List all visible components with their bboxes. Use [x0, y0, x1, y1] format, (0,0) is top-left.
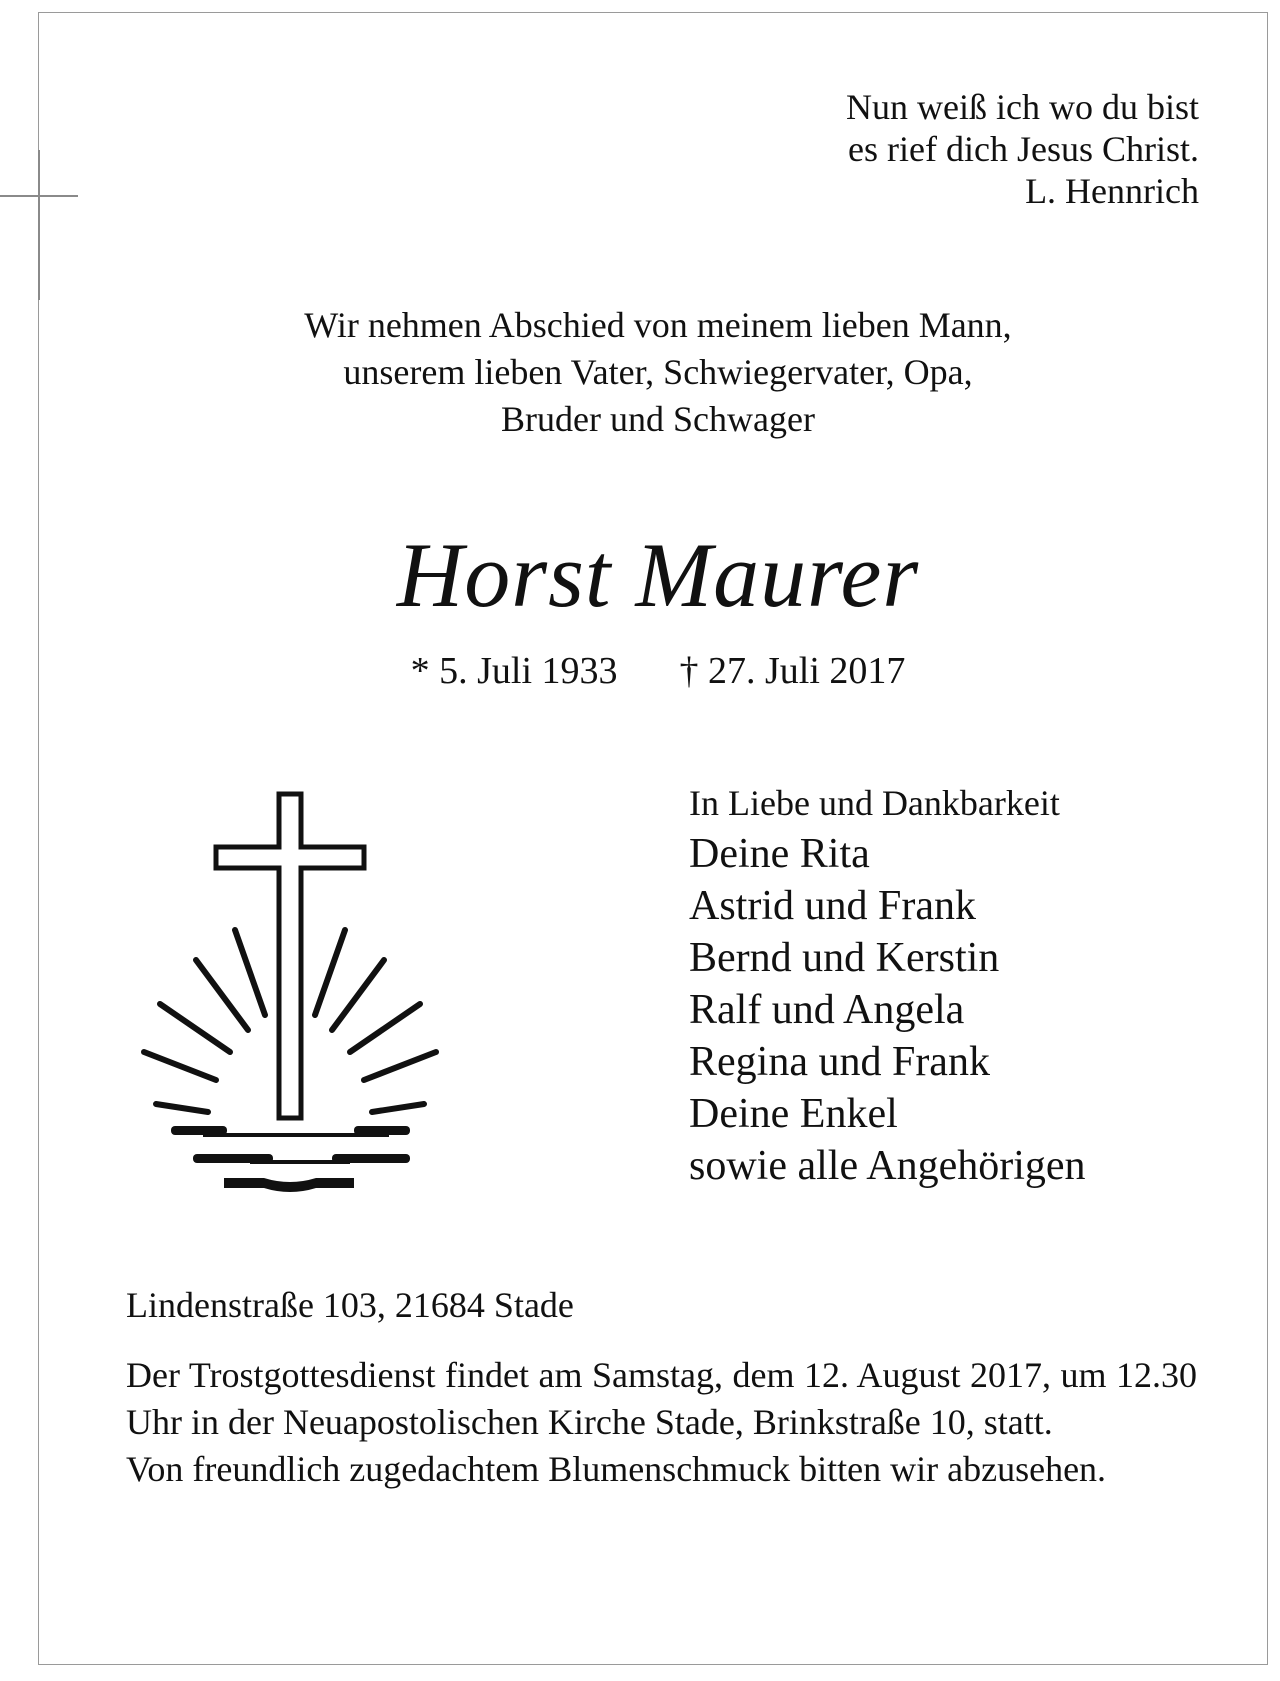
mourner-name: Deine Enkel — [689, 1091, 898, 1137]
mourners-intro: In Liebe und Dankbarkeit — [689, 783, 1060, 823]
birth-date: * 5. Juli 1933 — [410, 650, 618, 692]
deceased-name: Horst Maurer — [396, 524, 920, 626]
mourners-list — [689, 828, 1086, 1192]
mourner-name: Ralf und Angela — [689, 987, 965, 1033]
mourner-name: Bernd und Kerstin — [689, 935, 1000, 981]
family-address: Lindenstraße 103, 21684 Stade — [126, 1285, 574, 1325]
epigraph — [846, 86, 1199, 212]
cross-with-rising-sun-icon — [140, 790, 460, 1200]
death-date: † 27. Juli 2017 — [679, 650, 906, 692]
service-information — [126, 1352, 1197, 1493]
epigraph-author: L. Hennrich — [1025, 171, 1199, 211]
farewell-text — [38, 302, 1278, 443]
farewell-line: Wir nehmen Abschied von meinem lieben Mann, — [304, 305, 1012, 345]
mourners-block — [689, 778, 1086, 1192]
crop-mark-vertical — [38, 150, 40, 300]
mourner-name: Regina und Frank — [689, 1039, 990, 1085]
farewell-line: unserem lieben Vater, Schwiegervater, Opa, — [343, 352, 973, 392]
flowers-request: Von freundlich zugedachtem Blumenschmuck bitten wir abzusehen. — [126, 1449, 1107, 1489]
mourner-name: sowie alle Angehörigen — [689, 1143, 1086, 1189]
service-details: Der Trostgottesdienst findet am Samstag, dem 12. August 2017, um 12.30 Uhr in der Neuapostolischen Kirche Stade, Brinkstraße 10, statt. — [126, 1355, 1197, 1442]
life-dates — [38, 648, 1278, 694]
mourner-name: Deine Rita — [689, 831, 870, 877]
farewell-line: Bruder und Schwager — [501, 399, 815, 439]
epigraph-line: Nun weiß ich wo du bist — [846, 87, 1199, 127]
mourner-name: Astrid und Frank — [689, 883, 976, 929]
epigraph-line: es rief dich Jesus Christ. — [848, 129, 1199, 169]
